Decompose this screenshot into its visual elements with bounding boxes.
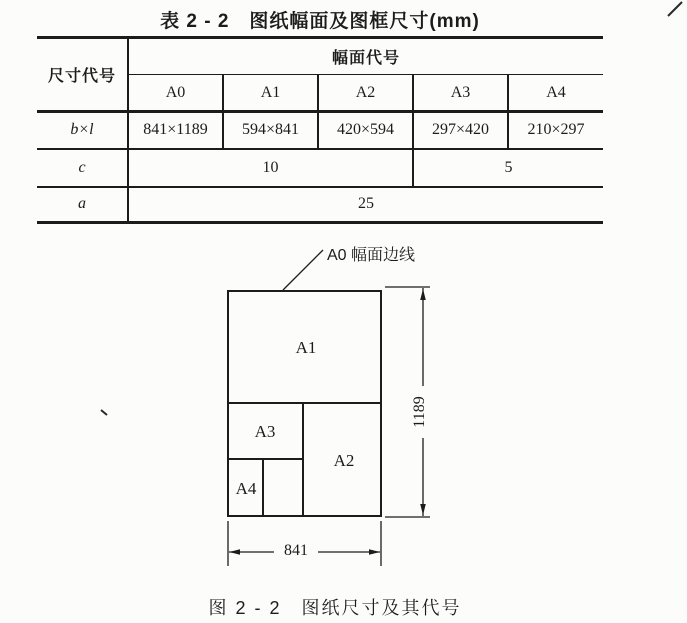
table-row [37, 149, 603, 187]
cell-a3-size: 297×420 [413, 112, 508, 149]
col-header-a1: A1 [223, 75, 318, 112]
cell-a2-size: 420×594 [318, 112, 413, 149]
row-label-a: a [37, 187, 128, 223]
height-dimension-label: 1189 [411, 396, 428, 428]
col-header-a0: A0 [128, 75, 223, 112]
row-label-c: c [37, 149, 128, 187]
figure-caption: 图 2 - 2 图纸尺寸及其代号 [208, 598, 462, 618]
region-label-a1: A1 [295, 338, 317, 357]
cell-a4-size: 210×297 [508, 112, 603, 149]
dimension-lines [228, 250, 430, 566]
cell-a1-size: 594×841 [223, 112, 318, 149]
format-code-group-header: 幅面代号 [128, 38, 603, 75]
cell-a-25: 25 [128, 187, 603, 223]
table-row [37, 187, 603, 223]
leader-label-text: A0 幅面边线 [327, 247, 416, 264]
col-header-a4: A4 [508, 75, 603, 112]
width-dimension-label: 841 [284, 542, 308, 559]
cell-c-5: 5 [413, 149, 603, 187]
arrow-right [369, 549, 380, 555]
leader-line [283, 250, 323, 290]
table-title: 表 2 - 2 图纸幅面及图框尺寸(mm) [160, 11, 480, 32]
region-label-a4: A4 [235, 479, 257, 498]
table-row [37, 112, 603, 149]
col-header-a2: A2 [318, 75, 413, 112]
region-label-a2: A2 [333, 451, 355, 470]
arrow-down [420, 504, 426, 515]
region-label-a3: A3 [254, 422, 276, 441]
corner-pen-mark [668, 2, 682, 16]
col-header-a3: A3 [413, 75, 508, 112]
arrow-left [229, 549, 240, 555]
arrow-up [420, 289, 426, 300]
row-header-label: 尺寸代号 [37, 38, 128, 112]
stray-mark [101, 410, 107, 415]
cell-c-10: 10 [128, 149, 413, 187]
paper-size-table [37, 36, 603, 224]
cell-a0-size: 841×1189 [128, 112, 223, 149]
a0-edge-leader-label [327, 242, 415, 265]
row-label-bxl: b×l [37, 112, 128, 149]
